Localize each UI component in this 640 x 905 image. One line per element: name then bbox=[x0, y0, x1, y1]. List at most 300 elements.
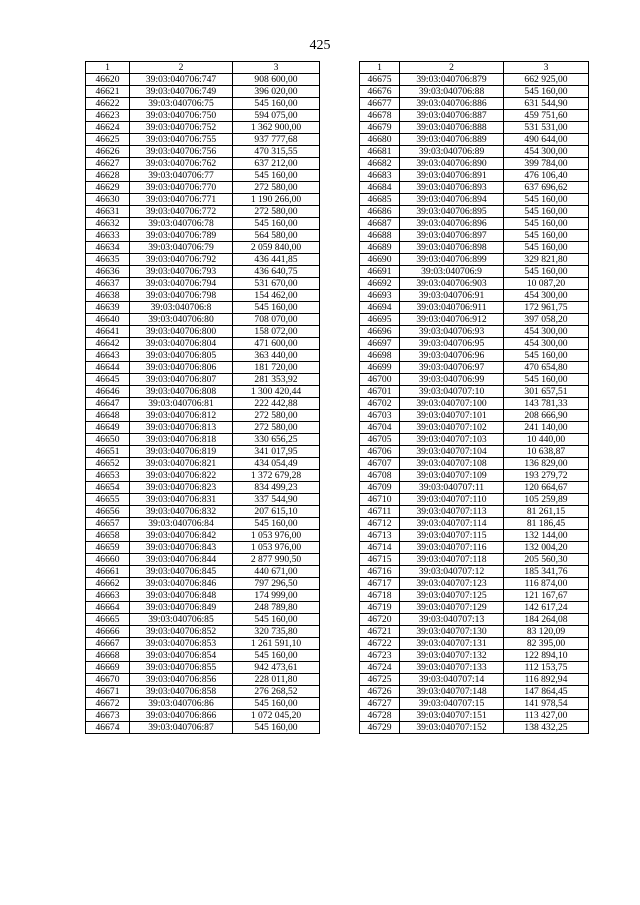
row-number-cell: 46650 bbox=[86, 434, 130, 446]
cadastral-number-cell: 39:03:040706:800 bbox=[130, 326, 233, 338]
cadastral-number-cell: 39:03:040706:789 bbox=[130, 230, 233, 242]
row-number-cell: 46690 bbox=[360, 254, 400, 266]
column-header-2: 2 bbox=[130, 62, 233, 74]
row-number-cell: 46631 bbox=[86, 206, 130, 218]
cadastral-number-cell: 39:03:040707:14 bbox=[400, 674, 504, 686]
value-cell: 276 268,52 bbox=[233, 686, 320, 698]
row-number-cell: 46689 bbox=[360, 242, 400, 254]
cadastral-number-cell: 39:03:040706:805 bbox=[130, 350, 233, 362]
value-cell: 341 017,95 bbox=[233, 446, 320, 458]
value-cell: 434 054,49 bbox=[233, 458, 320, 470]
table-row bbox=[360, 638, 589, 650]
value-cell: 797 296,50 bbox=[233, 578, 320, 590]
value-cell: 272 580,00 bbox=[233, 410, 320, 422]
cadastral-number-cell: 39:03:040706:879 bbox=[400, 74, 504, 86]
cadastral-number-cell: 39:03:040706:84 bbox=[130, 518, 233, 530]
row-number-cell: 46703 bbox=[360, 410, 400, 422]
table-row bbox=[86, 530, 320, 542]
table-row bbox=[86, 626, 320, 638]
cadastral-number-cell: 39:03:040706:854 bbox=[130, 650, 233, 662]
value-cell: 1 372 679,28 bbox=[233, 470, 320, 482]
value-cell: 222 442,88 bbox=[233, 398, 320, 410]
column-header-1: 1 bbox=[86, 62, 130, 74]
row-number-cell: 46629 bbox=[86, 182, 130, 194]
value-cell: 248 789,80 bbox=[233, 602, 320, 614]
row-number-cell: 46677 bbox=[360, 98, 400, 110]
value-cell: 1 190 266,00 bbox=[233, 194, 320, 206]
row-number-cell: 46640 bbox=[86, 314, 130, 326]
cadastral-number-cell: 39:03:040706:756 bbox=[130, 146, 233, 158]
cadastral-number-cell: 39:03:040706:770 bbox=[130, 182, 233, 194]
value-cell: 281 353,92 bbox=[233, 374, 320, 386]
table-row bbox=[86, 122, 320, 134]
table-row bbox=[86, 290, 320, 302]
row-number-cell: 46680 bbox=[360, 134, 400, 146]
value-cell: 471 600,00 bbox=[233, 338, 320, 350]
cadastral-number-cell: 39:03:040706:8 bbox=[130, 302, 233, 314]
row-number-cell: 46633 bbox=[86, 230, 130, 242]
table-row bbox=[86, 686, 320, 698]
value-cell: 397 058,20 bbox=[504, 314, 589, 326]
value-cell: 545 160,00 bbox=[504, 350, 589, 362]
row-number-cell: 46657 bbox=[86, 518, 130, 530]
cadastral-number-cell: 39:03:040707:15 bbox=[400, 698, 504, 710]
cadastral-number-cell: 39:03:040706:842 bbox=[130, 530, 233, 542]
value-cell: 181 720,00 bbox=[233, 362, 320, 374]
value-cell: 147 864,45 bbox=[504, 686, 589, 698]
row-number-cell: 46684 bbox=[360, 182, 400, 194]
cadastral-number-cell: 39:03:040706:9 bbox=[400, 266, 504, 278]
table-row bbox=[86, 242, 320, 254]
table-row bbox=[360, 518, 589, 530]
value-cell: 545 160,00 bbox=[233, 98, 320, 110]
table-row bbox=[86, 662, 320, 674]
table-row bbox=[360, 158, 589, 170]
value-cell: 436 441,85 bbox=[233, 254, 320, 266]
value-cell: 454 300,00 bbox=[504, 338, 589, 350]
table-row bbox=[360, 110, 589, 122]
cadastral-number-cell: 39:03:040706:849 bbox=[130, 602, 233, 614]
table-row bbox=[360, 134, 589, 146]
row-number-cell: 46663 bbox=[86, 590, 130, 602]
table-row bbox=[86, 230, 320, 242]
row-number-cell: 46660 bbox=[86, 554, 130, 566]
row-number-cell: 46630 bbox=[86, 194, 130, 206]
cadastral-number-cell: 39:03:040706:798 bbox=[130, 290, 233, 302]
cadastral-number-cell: 39:03:040706:804 bbox=[130, 338, 233, 350]
value-cell: 142 617,24 bbox=[504, 602, 589, 614]
cadastral-number-cell: 39:03:040706:86 bbox=[130, 698, 233, 710]
row-number-cell: 46620 bbox=[86, 74, 130, 86]
table-row bbox=[360, 698, 589, 710]
cadastral-number-cell: 39:03:040707:113 bbox=[400, 506, 504, 518]
cadastral-number-cell: 39:03:040706:889 bbox=[400, 134, 504, 146]
row-number-cell: 46712 bbox=[360, 518, 400, 530]
table-row bbox=[86, 602, 320, 614]
value-cell: 1 053 976,00 bbox=[233, 530, 320, 542]
row-number-cell: 46699 bbox=[360, 362, 400, 374]
value-cell: 545 160,00 bbox=[233, 614, 320, 626]
row-number-cell: 46697 bbox=[360, 338, 400, 350]
table-row bbox=[360, 146, 589, 158]
row-number-cell: 46621 bbox=[86, 86, 130, 98]
row-number-cell: 46635 bbox=[86, 254, 130, 266]
table-row bbox=[360, 398, 589, 410]
cadastral-number-cell: 39:03:040706:88 bbox=[400, 86, 504, 98]
table-row bbox=[86, 158, 320, 170]
value-cell: 138 432,25 bbox=[504, 722, 589, 734]
cadastral-number-cell: 39:03:040707:133 bbox=[400, 662, 504, 674]
row-number-cell: 46679 bbox=[360, 122, 400, 134]
value-cell: 396 020,00 bbox=[233, 86, 320, 98]
table-row bbox=[86, 362, 320, 374]
cadastral-number-cell: 39:03:040706:853 bbox=[130, 638, 233, 650]
value-cell: 834 499,23 bbox=[233, 482, 320, 494]
row-number-cell: 46714 bbox=[360, 542, 400, 554]
value-cell: 241 140,00 bbox=[504, 422, 589, 434]
table-row bbox=[86, 494, 320, 506]
value-cell: 440 671,00 bbox=[233, 566, 320, 578]
cadastral-number-cell: 39:03:040707:123 bbox=[400, 578, 504, 590]
row-number-cell: 46627 bbox=[86, 158, 130, 170]
cadastral-number-cell: 39:03:040706:812 bbox=[130, 410, 233, 422]
row-number-cell: 46722 bbox=[360, 638, 400, 650]
row-number-cell: 46678 bbox=[360, 110, 400, 122]
cadastral-number-cell: 39:03:040706:79 bbox=[130, 242, 233, 254]
cadastral-number-cell: 39:03:040706:97 bbox=[400, 362, 504, 374]
table-row bbox=[86, 422, 320, 434]
value-cell: 631 544,90 bbox=[504, 98, 589, 110]
value-cell: 337 544,90 bbox=[233, 494, 320, 506]
row-number-cell: 46625 bbox=[86, 134, 130, 146]
row-number-cell: 46643 bbox=[86, 350, 130, 362]
table-row bbox=[360, 650, 589, 662]
row-number-cell: 46659 bbox=[86, 542, 130, 554]
cadastral-number-cell: 39:03:040706:772 bbox=[130, 206, 233, 218]
table-row bbox=[360, 386, 589, 398]
cadastral-number-cell: 39:03:040706:886 bbox=[400, 98, 504, 110]
value-cell: 120 664,67 bbox=[504, 482, 589, 494]
table-row bbox=[360, 494, 589, 506]
table-row bbox=[86, 554, 320, 566]
cadastral-number-cell: 39:03:040706:866 bbox=[130, 710, 233, 722]
row-number-cell: 46700 bbox=[360, 374, 400, 386]
value-cell: 205 560,30 bbox=[504, 554, 589, 566]
table-row bbox=[360, 614, 589, 626]
row-number-cell: 46649 bbox=[86, 422, 130, 434]
cadastral-number-cell: 39:03:040706:894 bbox=[400, 194, 504, 206]
value-cell: 121 167,67 bbox=[504, 590, 589, 602]
cadastral-number-cell: 39:03:040706:856 bbox=[130, 674, 233, 686]
cadastral-number-cell: 39:03:040706:845 bbox=[130, 566, 233, 578]
table-row bbox=[86, 590, 320, 602]
cadastral-number-cell: 39:03:040706:81 bbox=[130, 398, 233, 410]
table-row bbox=[86, 182, 320, 194]
value-cell: 158 072,00 bbox=[233, 326, 320, 338]
right-register-table bbox=[359, 61, 589, 734]
row-number-cell: 46685 bbox=[360, 194, 400, 206]
table-row bbox=[360, 566, 589, 578]
row-number-cell: 46673 bbox=[86, 710, 130, 722]
value-cell: 207 615,10 bbox=[233, 506, 320, 518]
row-number-cell: 46683 bbox=[360, 170, 400, 182]
value-cell: 320 735,80 bbox=[233, 626, 320, 638]
table-row bbox=[360, 686, 589, 698]
cadastral-number-cell: 39:03:040706:806 bbox=[130, 362, 233, 374]
row-number-cell: 46716 bbox=[360, 566, 400, 578]
row-number-cell: 46668 bbox=[86, 650, 130, 662]
value-cell: 637 696,62 bbox=[504, 182, 589, 194]
row-number-cell: 46665 bbox=[86, 614, 130, 626]
value-cell: 136 829,00 bbox=[504, 458, 589, 470]
row-number-cell: 46726 bbox=[360, 686, 400, 698]
cadastral-number-cell: 39:03:040707:11 bbox=[400, 482, 504, 494]
table-row bbox=[86, 374, 320, 386]
row-number-cell: 46675 bbox=[360, 74, 400, 86]
table-row bbox=[360, 326, 589, 338]
value-cell: 545 160,00 bbox=[504, 266, 589, 278]
value-cell: 185 341,76 bbox=[504, 566, 589, 578]
row-number-cell: 46670 bbox=[86, 674, 130, 686]
value-cell: 105 259,89 bbox=[504, 494, 589, 506]
cadastral-number-cell: 39:03:040706:843 bbox=[130, 542, 233, 554]
value-cell: 363 440,00 bbox=[233, 350, 320, 362]
cadastral-number-cell: 39:03:040707:108 bbox=[400, 458, 504, 470]
row-number-cell: 46669 bbox=[86, 662, 130, 674]
value-cell: 531 531,00 bbox=[504, 122, 589, 134]
cadastral-number-cell: 39:03:040706:78 bbox=[130, 218, 233, 230]
table-row bbox=[86, 146, 320, 158]
table-row bbox=[360, 374, 589, 386]
cadastral-number-cell: 39:03:040706:87 bbox=[130, 722, 233, 734]
row-number-cell: 46721 bbox=[360, 626, 400, 638]
value-cell: 329 821,80 bbox=[504, 254, 589, 266]
row-number-cell: 46682 bbox=[360, 158, 400, 170]
cadastral-number-cell: 39:03:040707:152 bbox=[400, 722, 504, 734]
value-cell: 545 160,00 bbox=[504, 242, 589, 254]
table-row bbox=[360, 506, 589, 518]
cadastral-number-cell: 39:03:040706:99 bbox=[400, 374, 504, 386]
row-number-cell: 46636 bbox=[86, 266, 130, 278]
value-cell: 272 580,00 bbox=[233, 422, 320, 434]
cadastral-number-cell: 39:03:040706:75 bbox=[130, 98, 233, 110]
cadastral-number-cell: 39:03:040707:13 bbox=[400, 614, 504, 626]
cadastral-number-cell: 39:03:040706:755 bbox=[130, 134, 233, 146]
table-row bbox=[86, 302, 320, 314]
table-row bbox=[360, 662, 589, 674]
row-number-cell: 46724 bbox=[360, 662, 400, 674]
cadastral-number-cell: 39:03:040706:813 bbox=[130, 422, 233, 434]
cadastral-number-cell: 39:03:040706:832 bbox=[130, 506, 233, 518]
cadastral-number-cell: 39:03:040706:96 bbox=[400, 350, 504, 362]
table-row bbox=[86, 638, 320, 650]
table-row bbox=[360, 590, 589, 602]
value-cell: 908 600,00 bbox=[233, 74, 320, 86]
value-cell: 1 300 420,44 bbox=[233, 386, 320, 398]
value-cell: 454 300,00 bbox=[504, 326, 589, 338]
value-cell: 454 300,00 bbox=[504, 146, 589, 158]
table-row bbox=[86, 314, 320, 326]
table-header-row bbox=[86, 62, 320, 74]
row-number-cell: 46706 bbox=[360, 446, 400, 458]
value-cell: 1 261 591,10 bbox=[233, 638, 320, 650]
table-row bbox=[360, 482, 589, 494]
value-cell: 942 473,61 bbox=[233, 662, 320, 674]
table-row bbox=[86, 170, 320, 182]
value-cell: 490 644,00 bbox=[504, 134, 589, 146]
cadastral-number-cell: 39:03:040706:858 bbox=[130, 686, 233, 698]
cadastral-number-cell: 39:03:040707:132 bbox=[400, 650, 504, 662]
table-row bbox=[360, 302, 589, 314]
table-row bbox=[86, 470, 320, 482]
table-header-row bbox=[360, 62, 589, 74]
row-number-cell: 46694 bbox=[360, 302, 400, 314]
row-number-cell: 46662 bbox=[86, 578, 130, 590]
table-row bbox=[360, 446, 589, 458]
row-number-cell: 46674 bbox=[86, 722, 130, 734]
row-number-cell: 46628 bbox=[86, 170, 130, 182]
cadastral-number-cell: 39:03:040706:77 bbox=[130, 170, 233, 182]
table-row bbox=[86, 326, 320, 338]
value-cell: 545 160,00 bbox=[233, 698, 320, 710]
row-number-cell: 46713 bbox=[360, 530, 400, 542]
row-number-cell: 46622 bbox=[86, 98, 130, 110]
cadastral-number-cell: 39:03:040706:822 bbox=[130, 470, 233, 482]
cadastral-number-cell: 39:03:040706:895 bbox=[400, 206, 504, 218]
row-number-cell: 46717 bbox=[360, 578, 400, 590]
value-cell: 81 186,45 bbox=[504, 518, 589, 530]
table-row bbox=[360, 314, 589, 326]
table-row bbox=[86, 74, 320, 86]
row-number-cell: 46728 bbox=[360, 710, 400, 722]
table-row bbox=[360, 230, 589, 242]
value-cell: 545 160,00 bbox=[504, 218, 589, 230]
table-row bbox=[360, 554, 589, 566]
row-number-cell: 46704 bbox=[360, 422, 400, 434]
table-row bbox=[86, 218, 320, 230]
table-row bbox=[86, 650, 320, 662]
value-cell: 272 580,00 bbox=[233, 182, 320, 194]
cadastral-number-cell: 39:03:040706:893 bbox=[400, 182, 504, 194]
table-row bbox=[360, 122, 589, 134]
cadastral-number-cell: 39:03:040706:808 bbox=[130, 386, 233, 398]
table-row bbox=[86, 722, 320, 734]
cadastral-number-cell: 39:03:040706:852 bbox=[130, 626, 233, 638]
row-number-cell: 46652 bbox=[86, 458, 130, 470]
table-row bbox=[360, 194, 589, 206]
value-cell: 476 106,40 bbox=[504, 170, 589, 182]
value-cell: 193 279,72 bbox=[504, 470, 589, 482]
value-cell: 564 580,00 bbox=[233, 230, 320, 242]
value-cell: 436 640,75 bbox=[233, 266, 320, 278]
cadastral-number-cell: 39:03:040706:831 bbox=[130, 494, 233, 506]
value-cell: 2 059 840,00 bbox=[233, 242, 320, 254]
value-cell: 10 440,00 bbox=[504, 434, 589, 446]
table-row bbox=[360, 410, 589, 422]
cadastral-number-cell: 39:03:040706:747 bbox=[130, 74, 233, 86]
cadastral-number-cell: 39:03:040706:794 bbox=[130, 278, 233, 290]
table-row bbox=[86, 446, 320, 458]
row-number-cell: 46671 bbox=[86, 686, 130, 698]
table-row bbox=[360, 674, 589, 686]
table-row bbox=[360, 98, 589, 110]
value-cell: 122 894,10 bbox=[504, 650, 589, 662]
cadastral-number-cell: 39:03:040706:89 bbox=[400, 146, 504, 158]
table-row bbox=[360, 206, 589, 218]
cadastral-number-cell: 39:03:040707:100 bbox=[400, 398, 504, 410]
table-row bbox=[360, 182, 589, 194]
cadastral-number-cell: 39:03:040706:793 bbox=[130, 266, 233, 278]
row-number-cell: 46653 bbox=[86, 470, 130, 482]
table-row bbox=[86, 698, 320, 710]
table-row bbox=[86, 398, 320, 410]
value-cell: 708 070,00 bbox=[233, 314, 320, 326]
value-cell: 545 160,00 bbox=[233, 302, 320, 314]
left-register-table bbox=[85, 61, 320, 734]
row-number-cell: 46727 bbox=[360, 698, 400, 710]
cadastral-number-cell: 39:03:040706:896 bbox=[400, 218, 504, 230]
row-number-cell: 46720 bbox=[360, 614, 400, 626]
cadastral-number-cell: 39:03:040706:911 bbox=[400, 302, 504, 314]
cadastral-number-cell: 39:03:040707:151 bbox=[400, 710, 504, 722]
cadastral-number-cell: 39:03:040706:844 bbox=[130, 554, 233, 566]
table-row bbox=[86, 278, 320, 290]
value-cell: 172 961,75 bbox=[504, 302, 589, 314]
cadastral-number-cell: 39:03:040707:102 bbox=[400, 422, 504, 434]
row-number-cell: 46638 bbox=[86, 290, 130, 302]
value-cell: 208 666,90 bbox=[504, 410, 589, 422]
cadastral-number-cell: 39:03:040706:898 bbox=[400, 242, 504, 254]
value-cell: 545 160,00 bbox=[504, 230, 589, 242]
cadastral-number-cell: 39:03:040706:85 bbox=[130, 614, 233, 626]
row-number-cell: 46644 bbox=[86, 362, 130, 374]
value-cell: 470 315,55 bbox=[233, 146, 320, 158]
row-number-cell: 46676 bbox=[360, 86, 400, 98]
value-cell: 83 120,09 bbox=[504, 626, 589, 638]
cadastral-number-cell: 39:03:040707:148 bbox=[400, 686, 504, 698]
table-row bbox=[86, 578, 320, 590]
table-row bbox=[360, 290, 589, 302]
row-number-cell: 46651 bbox=[86, 446, 130, 458]
table-row bbox=[360, 710, 589, 722]
cadastral-number-cell: 39:03:040706:749 bbox=[130, 86, 233, 98]
row-number-cell: 46672 bbox=[86, 698, 130, 710]
cadastral-number-cell: 39:03:040707:109 bbox=[400, 470, 504, 482]
column-header-3: 3 bbox=[504, 62, 589, 74]
cadastral-number-cell: 39:03:040707:110 bbox=[400, 494, 504, 506]
table-row bbox=[86, 710, 320, 722]
row-number-cell: 46646 bbox=[86, 386, 130, 398]
value-cell: 1 072 045,20 bbox=[233, 710, 320, 722]
cadastral-number-cell: 39:03:040707:131 bbox=[400, 638, 504, 650]
table-row bbox=[86, 542, 320, 554]
table-row bbox=[360, 422, 589, 434]
value-cell: 272 580,00 bbox=[233, 206, 320, 218]
value-cell: 143 781,33 bbox=[504, 398, 589, 410]
row-number-cell: 46719 bbox=[360, 602, 400, 614]
table-row bbox=[360, 170, 589, 182]
table-row bbox=[360, 434, 589, 446]
table-row bbox=[86, 86, 320, 98]
cadastral-number-cell: 39:03:040706:819 bbox=[130, 446, 233, 458]
value-cell: 10 638,87 bbox=[504, 446, 589, 458]
cadastral-number-cell: 39:03:040706:762 bbox=[130, 158, 233, 170]
value-cell: 228 011,80 bbox=[233, 674, 320, 686]
value-cell: 662 925,00 bbox=[504, 74, 589, 86]
cadastral-number-cell: 39:03:040707:125 bbox=[400, 590, 504, 602]
table-row bbox=[86, 254, 320, 266]
value-cell: 132 004,20 bbox=[504, 542, 589, 554]
